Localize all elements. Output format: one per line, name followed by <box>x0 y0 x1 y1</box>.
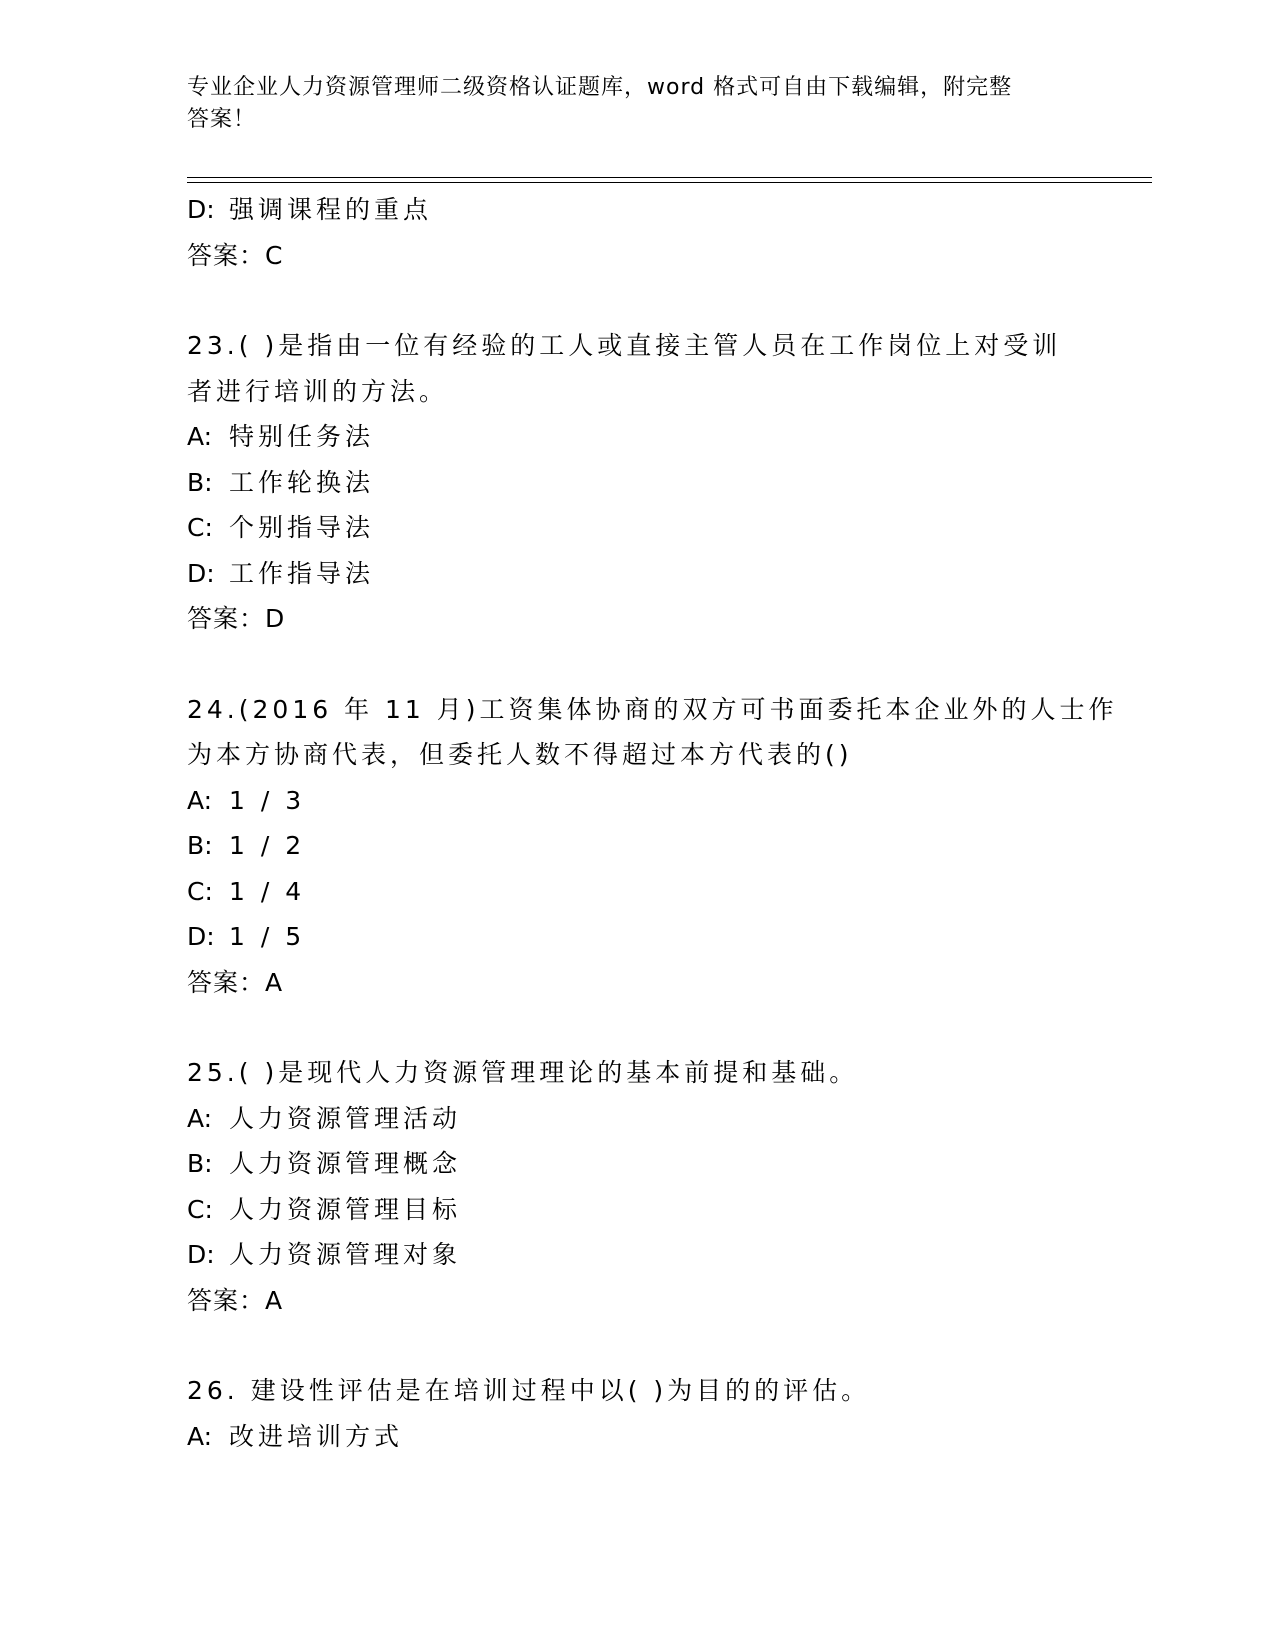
option-text: 人力资源管理活动 <box>229 1103 462 1133</box>
header-divider-bottom <box>187 182 1152 183</box>
spacer <box>187 1323 1087 1368</box>
option-text: 人力资源管理目标 <box>229 1194 462 1224</box>
option-text: 工作指导法 <box>229 558 375 588</box>
option-a <box>187 1096 1087 1142</box>
option-text: 1 / 2 <box>229 831 306 860</box>
option-label: A: <box>187 1421 213 1451</box>
prev-option-d <box>187 187 1087 233</box>
spacer <box>187 1005 1087 1050</box>
header-line-1: 专业企业人力资源管理师二级资格认证题库，word 格式可自由下载编辑，附完整 <box>187 75 1013 100</box>
prev-answer: 答案：C <box>187 240 284 270</box>
option-text: 个别指导法 <box>229 513 375 542</box>
question-24 <box>187 687 1118 1006</box>
question-list <box>187 187 1118 1459</box>
option-label: C: <box>187 513 213 542</box>
header-divider-top <box>187 177 1152 178</box>
spacer <box>187 642 1087 687</box>
option-label: D: <box>187 922 215 951</box>
option-label: A: <box>187 785 213 815</box>
option-label: C: <box>187 1194 213 1224</box>
option-text: 强调课程的重点 <box>229 195 433 224</box>
answer: 答案：A <box>187 967 284 997</box>
page-header <box>187 72 1067 136</box>
option-text: 人力资源管理对象 <box>229 1240 462 1269</box>
option-text: 1 / 4 <box>229 876 306 906</box>
answer: 答案：D <box>187 604 286 633</box>
option-text: 改进培训方式 <box>229 1421 404 1451</box>
option-a <box>187 414 1087 460</box>
option-text: 工作轮换法 <box>229 467 375 497</box>
option-label: D: <box>187 1240 215 1269</box>
header-line-2: 答案！ <box>187 107 257 132</box>
question-stem-line: 23.( )是指由一位有经验的工人或直接主管人员在工作岗位上对受训 <box>187 331 1062 360</box>
option-d <box>187 914 1087 960</box>
answer: 答案：A <box>187 1285 284 1315</box>
question-stem-line: 24.(2016 年 11 月)工资集体协商的双方可书面委托本企业外的人士作 <box>187 694 1118 724</box>
option-label: B: <box>187 467 213 497</box>
option-text: 1 / 5 <box>229 922 306 951</box>
option-c <box>187 1187 1087 1233</box>
option-label: B: <box>187 1149 213 1178</box>
option-label: D: <box>187 558 215 588</box>
option-text: 1 / 3 <box>229 785 306 815</box>
option-a <box>187 778 1087 824</box>
option-a <box>187 1414 1087 1460</box>
question-23 <box>187 323 1087 642</box>
question-stem-line: 为本方协商代表，但委托人数不得超过本方代表的() <box>187 740 853 769</box>
option-c <box>187 505 1087 551</box>
question-stem-line: 26. 建设性评估是在培训过程中以( )为目的的评估。 <box>187 1376 871 1405</box>
option-d <box>187 551 1087 597</box>
question-25 <box>187 1050 1087 1323</box>
option-label: A: <box>187 422 213 451</box>
question-26 <box>187 1368 1087 1459</box>
option-label: A: <box>187 1103 213 1133</box>
option-text: 人力资源管理概念 <box>229 1149 462 1178</box>
option-b <box>187 1141 1087 1187</box>
option-b <box>187 460 1087 506</box>
option-text: 特别任务法 <box>229 422 375 451</box>
option-label: D: <box>187 195 215 224</box>
question-stem-line: 25.( )是现代人力资源管理理论的基本前提和基础。 <box>187 1058 859 1087</box>
option-label: C: <box>187 876 213 906</box>
option-b <box>187 823 1087 869</box>
spacer <box>187 278 1087 323</box>
option-d <box>187 1232 1087 1278</box>
option-c <box>187 869 1087 915</box>
option-label: B: <box>187 831 213 860</box>
question-stem-line: 者进行培训的方法。 <box>187 376 449 406</box>
